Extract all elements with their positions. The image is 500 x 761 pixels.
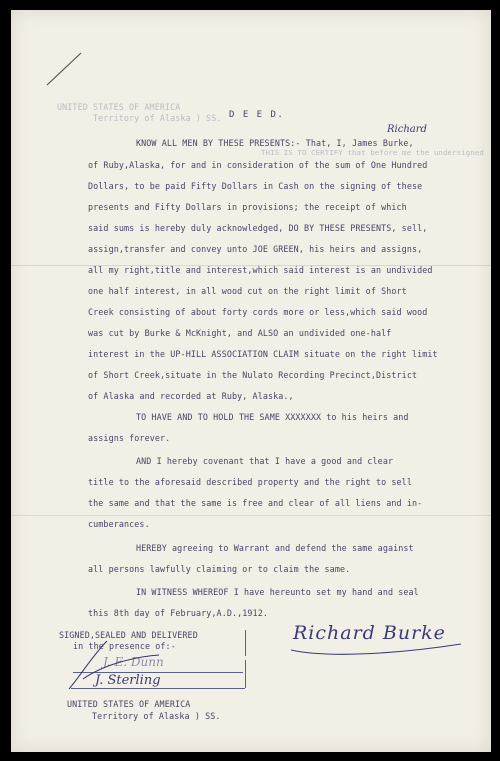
brace-upper [239, 630, 246, 656]
body-line-12: of Short Creek,situate in the Nulato Recording Precinct,District [88, 370, 418, 380]
body-line-6: assign,transfer and convey unto JOE GREEN, his heirs and assigns, [88, 244, 423, 254]
deed-paper [11, 10, 491, 752]
ghost-line-3: THIS IS TO CERTIFY that before me the undersigned [261, 148, 484, 157]
body-line-10: was cut by Burke & McKnight, and ALSO an undivided one-half [88, 328, 392, 338]
body-line-11: interest in the UP-HILL ASSOCIATION CLAIM situate on the right limit [88, 349, 438, 359]
body-line-23: this 8th day of February,A.D.,1912. [88, 608, 268, 618]
body-line-5: said sums is hereby duly acknowledged, DO BY THESE PRESENTS, sell, [88, 223, 428, 233]
in-presence-line: in the presence of:- [73, 641, 176, 651]
witness-signature-2: J. Sterling [95, 673, 161, 688]
ghost-line-1: UNITED STATES OF AMERICA [57, 102, 181, 112]
body-line-2: of Ruby,Alaska, for and in consideration of the sum of One Hundred [88, 160, 428, 170]
deed-title: D E E D. [229, 110, 285, 120]
body-line-7: all my right,title and interest,which said interest is an undivided [88, 265, 433, 275]
interlineation-richard: Richard [387, 124, 427, 135]
body-line-3: Dollars, to be paid Fifty Dollars in Cash on the signing of these [88, 181, 423, 191]
witness-flourish [63, 635, 183, 695]
body-line-1: KNOW ALL MEN BY THESE PRESENTS:- That, I, James Burke, [136, 138, 414, 148]
ghost-line-2: Territory of Alaska ) SS. [93, 113, 222, 123]
signature-flourish [287, 636, 467, 658]
body-line-9: Creek consisting of about forty cords more or less,which said wood [88, 307, 428, 317]
body-line-4: presents and Fifty Dollars in provisions; the receipt of which [88, 202, 407, 212]
body-line-22: IN WITNESS WHEREOF I have hereunto set my hand and seal [136, 587, 419, 597]
body-line-20: HEREBY agreeing to Warrant and defend the same against [136, 543, 414, 553]
body-line-14: TO HAVE AND TO HOLD THE SAME XXXXXXX to his heirs and [136, 412, 409, 422]
body-line-16: AND I hereby covenant that I have a good and clear [136, 456, 394, 466]
body-line-19: cumberances. [88, 519, 150, 529]
witness-signature-1: J. E. Dunn [103, 655, 164, 669]
body-line-15: assigns forever. [88, 433, 171, 443]
footer-line-1: UNITED STATES OF AMERICA [67, 699, 191, 709]
body-line-21: all persons lawfully claiming or to claim the same. [88, 564, 351, 574]
signed-sealed-line: SIGNED,SEALED AND DELIVERED [59, 630, 198, 640]
body-line-8: one half interest, in all wood cut on the right limit of Short [88, 286, 407, 296]
footer-line-2: Territory of Alaska ) SS. [92, 711, 221, 721]
grantor-signature: Richard Burke [293, 622, 446, 644]
body-line-18: the same and that the same is free and clear of all liens and in- [88, 498, 423, 508]
brace-lower [239, 660, 246, 688]
body-line-13: of Alaska and recorded at Ruby, Alaska., [88, 391, 294, 401]
margin-pencil-mark [41, 45, 101, 95]
body-line-17: title to the aforesaid described property and the right to sell [88, 477, 412, 487]
